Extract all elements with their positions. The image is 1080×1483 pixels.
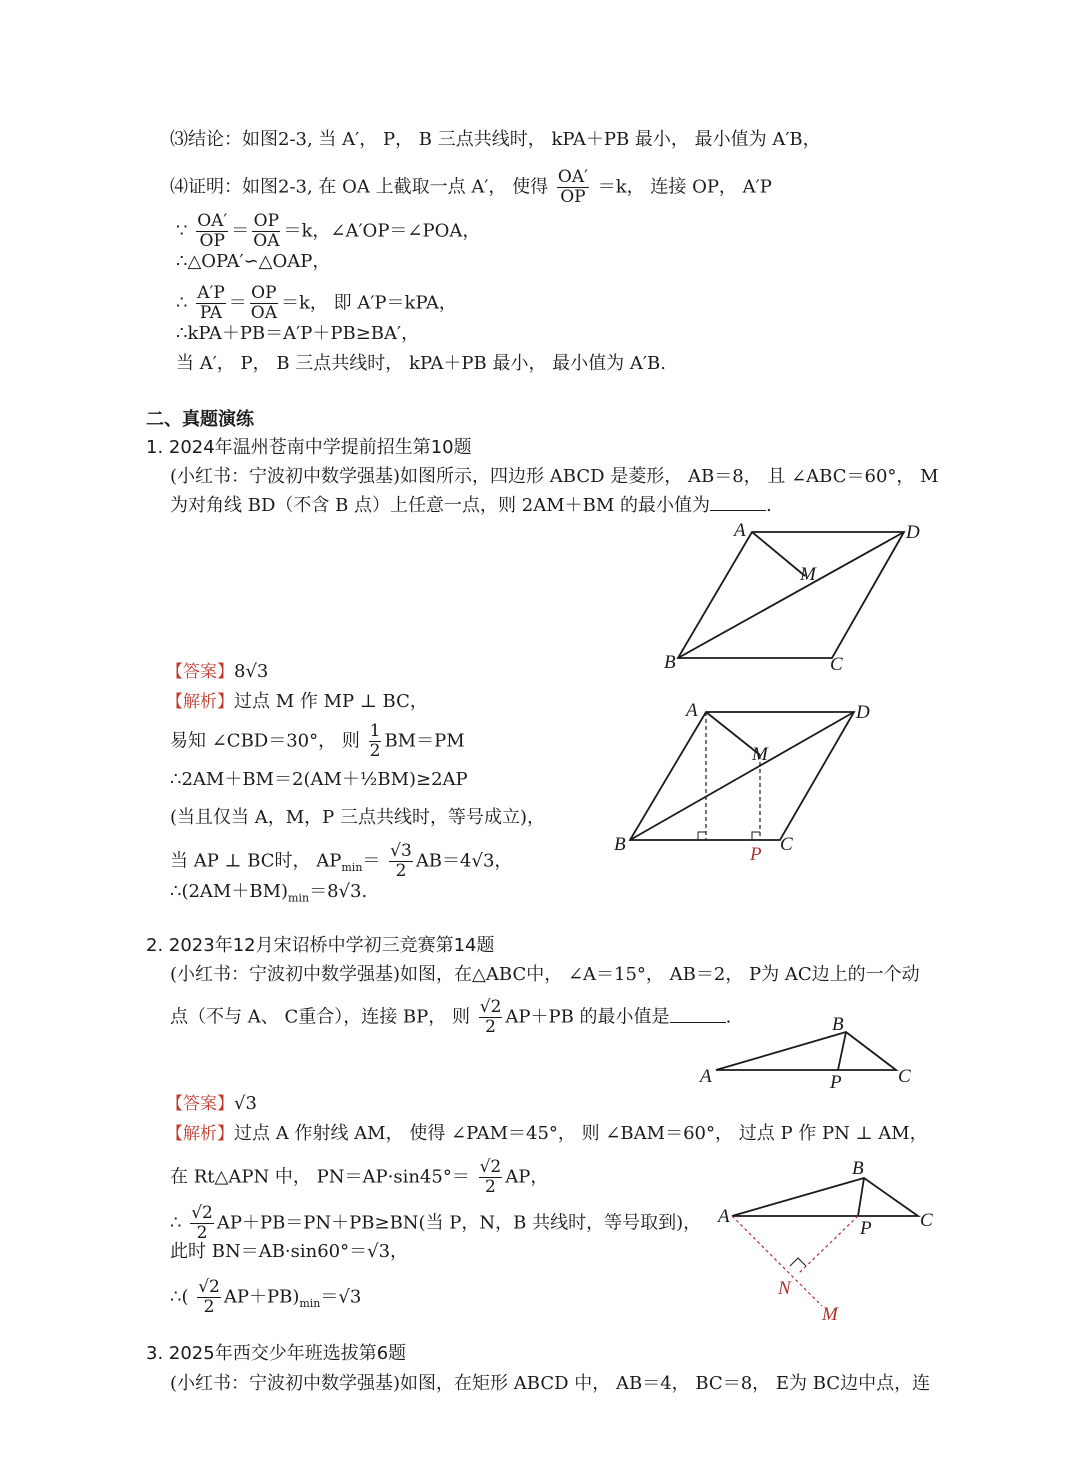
conclusion-line: 当 A′， P， B 三点共线时， kPA＋PB 最小， 最小值为 A′B. <box>176 353 666 374</box>
label-b: B <box>664 652 676 673</box>
q3-stem-line1: (小红书：宁波初中数学强基)如图，在矩形 ABCD 中， AB＝4， BC＝8， E为 BC边中点，连 <box>170 1373 931 1394</box>
fraction-denominator: OA <box>253 231 280 251</box>
q1-stem-line2: 为对角线 BD（不含 B 点）上任意一点，则 2AM＋BM 的最小值为 . <box>170 495 772 516</box>
fraction-denominator: 2 <box>484 1177 496 1197</box>
label-b: B <box>614 834 626 855</box>
right-angle-mark <box>790 1258 806 1266</box>
q2-analysis-line3 <box>170 1204 701 1243</box>
fraction-numerator: √2 <box>479 997 502 1017</box>
step4-suffix: ＝k， 连接 OP， A′P <box>597 176 772 198</box>
q1-analysis-l5-post: AB＝4√3， <box>415 850 513 872</box>
q1-solution-figure <box>612 700 882 865</box>
fraction-denominator: 2 <box>485 1017 496 1037</box>
fraction-denominator: OA <box>250 303 277 323</box>
fraction-numerator: √2 <box>198 1277 220 1297</box>
triangle-abc <box>732 1178 918 1216</box>
ray-am <box>732 1216 822 1306</box>
label-p: P <box>860 1218 872 1239</box>
fraction-denominator: 2 <box>203 1297 215 1317</box>
q2-analysis-line5 <box>170 1278 361 1317</box>
label-n: N <box>778 1278 791 1299</box>
fraction-numerator: √3 <box>390 841 412 861</box>
label-m: M <box>752 744 768 765</box>
analysis-tag: 【解析】 <box>166 692 234 712</box>
q2-stem-line2: 点（不与 A、 C重合），连接 BP， 则 $\frac{√2}{2}$ AP＋PB 的最小值是 . <box>170 997 732 1037</box>
label-p: P <box>830 1072 842 1093</box>
inequality-line: ∴kPA＋PB＝A′P＋PB≥BA′， <box>176 323 420 344</box>
fraction-numerator: 1 <box>369 721 381 741</box>
step4-fraction <box>557 168 589 207</box>
fraction-numerator: OP <box>251 283 277 303</box>
fraction-denominator: 2 <box>196 1223 208 1243</box>
right-angle-mark <box>752 832 760 840</box>
q3-title: 3. 2025年西交少年班选拔第6题 <box>146 1343 407 1364</box>
therefore-symbol: ∴ <box>176 292 188 314</box>
q1-answer-line <box>166 660 268 684</box>
q1-analysis-line4: (当且仅当 A，M，P 三点共线时，等号成立)， <box>170 807 546 828</box>
fraction-numerator: OA′ <box>197 211 228 231</box>
q1-analysis-line6 <box>170 880 367 911</box>
fraction-denominator: PA <box>199 303 223 323</box>
half-fraction <box>369 722 382 761</box>
label-a: A <box>718 1206 730 1227</box>
answer-blank <box>710 496 766 511</box>
root2-over-2-fraction <box>190 1204 214 1243</box>
segment-bp <box>838 1032 846 1070</box>
segment-am <box>752 532 805 576</box>
label-p: P <box>750 844 762 865</box>
q1-rhombus-figure <box>660 518 930 678</box>
fraction-numerator: OA′ <box>557 167 588 187</box>
right-angle-mark <box>698 832 706 840</box>
step3-text: ⑶结论：如图2-3, 当 A′， P， B 三点共线时， kPA＋PB 最小， 最小值为 A′B， <box>170 129 821 150</box>
triangle-abc <box>716 1032 896 1070</box>
q2-analysis-l5-mid: AP＋PB) <box>223 1286 300 1308</box>
answer-tag: 【答案】 <box>166 1094 234 1114</box>
fraction-denominator: 2 <box>395 861 407 881</box>
label-a: A <box>686 700 698 721</box>
ratio-fraction-1 <box>196 284 226 323</box>
q1-analysis-l6: ∴(2AM＋BM) <box>170 881 289 902</box>
fraction-numerator: OP <box>253 211 280 231</box>
equals: ＝ <box>362 850 381 872</box>
label-d: D <box>856 702 870 723</box>
similar-line: ∴△OPA′∽△OAP， <box>176 251 331 272</box>
because-fraction-2 <box>252 212 280 251</box>
ratio-tail: ＝k， 即 A′P＝kPA， <box>280 292 457 314</box>
root2-over-2-fraction <box>479 1158 503 1197</box>
ratio-line: ∴ $\frac{A'P}{PA}$ ＝ $\frac{OP}{OA}$ ＝k， 即 A′P＝kPA， <box>176 283 457 323</box>
q1-title: 1. 2024年温州苍南中学提前招生第10题 <box>146 437 472 458</box>
answer-tag: 【答案】 <box>166 662 234 682</box>
subscript-min: min <box>299 1297 321 1311</box>
q1-analysis-line1 <box>166 690 428 714</box>
q2-answer-line <box>166 1092 257 1116</box>
q2-analysis-line4: 此时 BN＝AB·sin60°＝√3， <box>170 1241 409 1262</box>
q2-analysis-l3-post: AP＋PB＝PN＋PB≥BN(当 P，N，B 共线时，等号取到)， <box>216 1212 702 1234</box>
diagonal-bd <box>630 712 854 840</box>
root2-over-2-fraction <box>197 1278 221 1317</box>
label-a: A <box>700 1066 712 1087</box>
q2-analysis-l2-pre: 在 Rt△APN 中， PN＝AP·sin45°＝ <box>170 1166 470 1188</box>
q2-solution-figure <box>718 1158 948 1328</box>
step4-line <box>170 168 772 207</box>
fraction-denominator: OP <box>560 187 586 207</box>
label-c: C <box>920 1210 933 1231</box>
q1-analysis-l5-pre: 当 AP ⊥ BC时， AP <box>170 850 342 872</box>
q1-analysis-line5 <box>170 842 512 881</box>
fraction-numerator: √2 <box>479 1157 502 1177</box>
q1-stem-text: 为对角线 BD（不含 B 点）上任意一点，则 2AM＋BM 的最小值为 <box>170 495 711 516</box>
ratio-fraction-2 <box>250 284 278 323</box>
segment-bp <box>858 1178 864 1216</box>
q2-analysis-line1 <box>166 1122 928 1146</box>
label-a: A <box>734 520 746 541</box>
q2-analysis-line2 <box>170 1158 548 1197</box>
because-line: ∵ $\frac{OA'}{OP}$ ＝ $\frac{OP}{OA}$ ＝k，∠A′OP＝∠POA， <box>176 211 481 251</box>
q1-stem-line1: (小红书：宁波初中数学强基)如图所示，四边形 ABCD 是菱形， AB＝8， 且 ∠ABC＝60°， M <box>170 466 939 487</box>
q2-stem-post: AP＋PB 的最小值是 <box>505 1006 670 1028</box>
fraction-denominator: 2 <box>369 741 381 761</box>
q2-analysis-l5-pre: ∴( <box>170 1286 189 1308</box>
because-tail: ＝k，∠A′OP＝∠POA， <box>283 220 481 242</box>
label-d: D <box>906 522 920 543</box>
label-b: B <box>832 1014 844 1035</box>
label-c: C <box>830 654 843 675</box>
q1-analysis-text: 过点 M 作 MP ⊥ BC， <box>234 691 428 712</box>
label-c: C <box>780 834 793 855</box>
fraction-numerator: A′P <box>197 283 225 303</box>
q1-analysis-line2 <box>170 722 465 761</box>
segment-pn <box>798 1216 858 1274</box>
because-fraction-1 <box>196 212 228 251</box>
root3-over-2-fraction <box>389 842 413 881</box>
q2-triangle-figure <box>696 1014 926 1094</box>
therefore-symbol: ∴ <box>170 1212 182 1234</box>
subscript-min: min <box>341 861 363 875</box>
q1-analysis-line3: ∴2AM＋BM＝2(AM＋½BM)≥2AP <box>170 769 468 790</box>
q2-analysis-l5-post: ＝√3 <box>320 1286 362 1308</box>
section-heading: 二、真题演练 <box>146 409 254 430</box>
label-c: C <box>898 1066 911 1087</box>
q1-analysis-l6-post: ＝8√3. <box>309 881 368 902</box>
step4-prefix: ⑷证明：如图2-3, 在 OA 上截取一点 A′， 使得 <box>170 176 549 198</box>
q2-stem-pre: 点（不与 A、 C重合），连接 BP， 则 <box>170 1006 470 1028</box>
q1-analysis-l2-post: BM＝PM <box>384 730 465 752</box>
q2-analysis-l2-post: AP， <box>505 1166 549 1188</box>
q2-answer: √3 <box>234 1093 257 1114</box>
diagonal-bd <box>678 532 904 658</box>
analysis-tag: 【解析】 <box>166 1124 234 1144</box>
fraction-numerator: √2 <box>191 1203 213 1223</box>
q2-title: 2. 2023年12月宋诏桥中学初三竞赛第14题 <box>146 935 495 956</box>
because-symbol: ∵ <box>176 220 188 242</box>
label-b: B <box>852 1158 864 1179</box>
q1-analysis-l2-pre: 易知 ∠CBD＝30°， 则 <box>170 730 360 752</box>
root2-over-2-fraction <box>479 998 503 1037</box>
q2-stem-line1: (小红书：宁波初中数学强基)如图，在△ABC中， ∠A＝15°， AB＝2， P为 AC边上的一个动 <box>170 964 920 985</box>
fraction-denominator: OP <box>199 231 225 251</box>
subscript-min: min <box>288 891 310 905</box>
q1-answer: 8√3 <box>234 661 269 682</box>
label-m: M <box>800 564 816 585</box>
q2-analysis-text: 过点 A 作射线 AM， 使得 ∠PAM＝45°， 则 ∠BAM＝60°， 过点 P 作 PN ⊥ AM， <box>234 1123 928 1144</box>
label-m: M <box>822 1304 838 1325</box>
